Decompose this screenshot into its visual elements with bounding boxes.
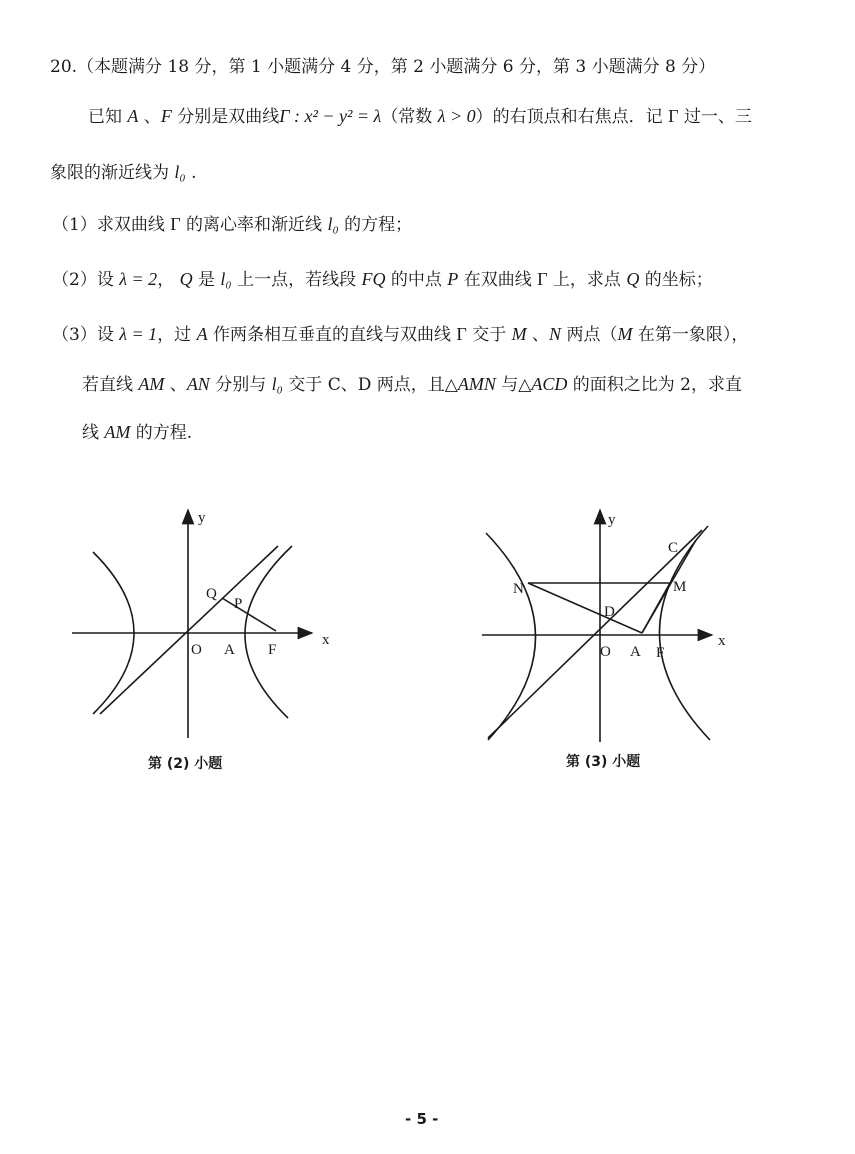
hyperbola-equation: Γ : x² − y² = λ bbox=[279, 106, 382, 126]
question-text: 的面积之比为 2，求直 bbox=[567, 375, 742, 395]
point-q: Q bbox=[626, 269, 640, 289]
hyperbola-left-branch bbox=[486, 533, 536, 740]
lambda-condition: λ > 0 bbox=[437, 106, 476, 126]
lambda-value: λ = 1 bbox=[119, 324, 158, 344]
question-text: 的方程； bbox=[338, 215, 413, 235]
question-text: ，过 bbox=[157, 325, 197, 345]
question-text: 的坐标； bbox=[639, 270, 713, 290]
asymptote-l0: l₀ bbox=[271, 374, 283, 394]
intro-line-2 bbox=[50, 158, 196, 183]
question-text: ， bbox=[157, 270, 180, 290]
question-3-line-2 bbox=[82, 370, 742, 395]
question-text: 交于 bbox=[466, 325, 512, 345]
intro-text: 过一、三 bbox=[678, 107, 752, 127]
asymptote-l0: l₀ bbox=[220, 269, 232, 289]
label-d: D bbox=[604, 604, 615, 620]
question-text: 线 bbox=[82, 423, 105, 443]
label-f: F bbox=[268, 642, 277, 658]
problem-header bbox=[50, 52, 715, 77]
triangle-amn: AMN bbox=[457, 374, 496, 394]
intro-text: （常数 bbox=[381, 107, 438, 127]
line-am: AM bbox=[104, 422, 131, 442]
label-o: O bbox=[191, 642, 202, 658]
asymptote-l0 bbox=[488, 530, 702, 738]
question-number: （3） bbox=[52, 325, 97, 345]
label-f: F bbox=[656, 645, 665, 661]
label-a: A bbox=[630, 644, 641, 660]
lambda-value: λ = 2 bbox=[119, 269, 158, 289]
label-x: x bbox=[322, 632, 330, 648]
intro-text: 分别是双曲线 bbox=[171, 107, 280, 127]
segment-fq: FQ bbox=[361, 269, 386, 289]
question-text: 设 bbox=[96, 270, 120, 290]
question-3-line-3 bbox=[82, 418, 192, 443]
line-an bbox=[528, 583, 642, 633]
figure-3-caption: 第 (3) 小题 bbox=[566, 754, 641, 770]
intro-text: ）的右顶点和右焦点．记 bbox=[475, 107, 669, 127]
intro-line-1 bbox=[88, 102, 752, 127]
point-a: A bbox=[127, 106, 139, 126]
question-text: 、 bbox=[164, 375, 187, 395]
question-text: 在双曲线 bbox=[458, 270, 538, 290]
figure-2-caption: 第 (2) 小题 bbox=[148, 756, 223, 772]
question-text: 的中点 bbox=[385, 270, 448, 290]
label-y: y bbox=[608, 512, 616, 528]
line-am bbox=[642, 583, 670, 633]
question-text: 两点（ bbox=[561, 325, 618, 345]
gamma-symbol: Γ bbox=[456, 324, 467, 344]
question-text: 、 bbox=[526, 325, 550, 345]
intro-text: 已知 bbox=[88, 107, 128, 127]
gamma-symbol: Γ bbox=[537, 269, 548, 289]
label-x: x bbox=[718, 633, 726, 649]
point-m: M bbox=[617, 324, 633, 344]
gamma-symbol: Γ bbox=[170, 214, 181, 234]
segment-fq bbox=[222, 598, 276, 631]
label-m: M bbox=[673, 579, 687, 595]
question-number: （2） bbox=[52, 270, 97, 290]
point-f: F bbox=[160, 106, 172, 126]
asymptote-l0: l₀ bbox=[327, 214, 339, 234]
asymptote-l0 bbox=[100, 546, 278, 714]
question-text: 上一点，若线段 bbox=[231, 270, 362, 290]
question-text: 分别与 bbox=[209, 375, 272, 395]
label-o: O bbox=[600, 644, 611, 660]
hyperbola-right-branch bbox=[245, 546, 292, 718]
figure-question-2 bbox=[60, 500, 350, 740]
score-note: （本题满分 18 分，第 1 小题满分 4 分，第 2 小题满分 6 分，第 3 小题满分 8 分） bbox=[77, 57, 716, 77]
intro-text: . bbox=[185, 163, 197, 183]
problem-number: 20. bbox=[50, 57, 78, 77]
question-2 bbox=[52, 265, 713, 290]
question-text: 是 bbox=[192, 270, 221, 290]
question-text: 的方程. bbox=[130, 423, 193, 443]
question-text: 在第一象限）， bbox=[632, 325, 749, 345]
question-text: 交于 C、D 两点，且△ bbox=[282, 375, 458, 395]
point-n: N bbox=[549, 324, 562, 344]
question-text: 上，求点 bbox=[547, 270, 627, 290]
question-text: 的离心率和渐近线 bbox=[180, 215, 328, 235]
point-m: M bbox=[511, 324, 527, 344]
gamma-symbol: Γ bbox=[668, 106, 679, 126]
figure-question-3 bbox=[470, 500, 760, 750]
question-3-line-1 bbox=[52, 320, 748, 345]
intro-text: 、 bbox=[138, 107, 161, 127]
label-n: N bbox=[513, 581, 524, 597]
point-q: Q bbox=[179, 269, 193, 289]
point-a: A bbox=[196, 324, 208, 344]
label-a: A bbox=[224, 642, 235, 658]
intro-text: 象限的渐近线为 bbox=[50, 163, 175, 183]
label-p: P bbox=[234, 596, 243, 612]
label-y: y bbox=[198, 510, 206, 526]
page-number: - 5 - bbox=[405, 1110, 439, 1128]
question-text: 与△ bbox=[495, 375, 532, 395]
line-an: AN bbox=[186, 374, 210, 394]
question-text: 设 bbox=[96, 325, 120, 345]
question-1 bbox=[52, 210, 412, 235]
question-text: 若直线 bbox=[82, 375, 139, 395]
question-text: 作两条相互垂直的直线与双曲线 bbox=[207, 325, 457, 345]
point-p: P bbox=[447, 269, 459, 289]
question-text: 求双曲线 bbox=[96, 215, 171, 235]
label-q: Q bbox=[206, 586, 217, 602]
label-c: C bbox=[668, 540, 679, 556]
line-am: AM bbox=[138, 374, 165, 394]
triangle-acd: ACD bbox=[531, 374, 568, 394]
question-number: （1） bbox=[52, 215, 97, 235]
asymptote-l0: l₀ bbox=[174, 162, 186, 182]
